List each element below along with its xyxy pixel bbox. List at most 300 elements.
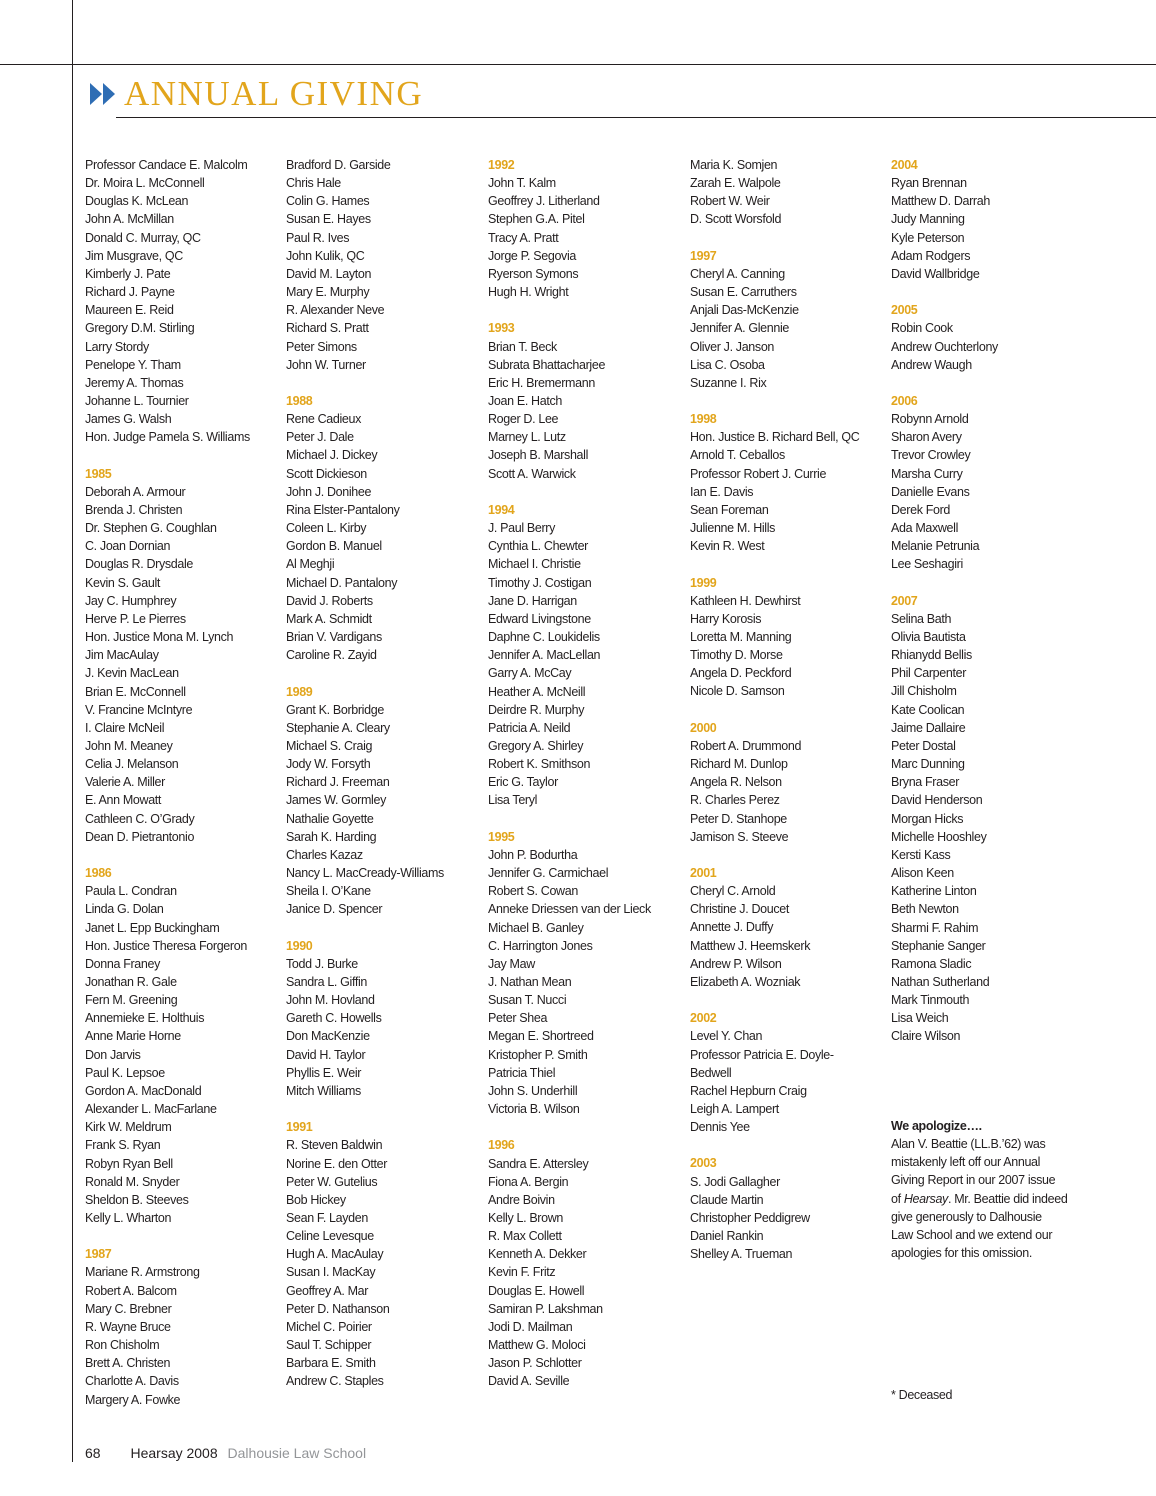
donor-name: Dean D. Pietrantonio [85,829,195,844]
donor-name: Marney L. Lutz [488,430,566,445]
donor-name: Fiona A. Bergin [488,1174,569,1189]
spacer [690,846,888,864]
donor-column-4 [690,156,888,1263]
class-year-heading: 2000 [690,720,717,735]
donor-name: Kelly L. Wharton [85,1211,172,1226]
donor-name: Gregory A. Shirley [488,738,584,753]
donor-name: Adam Rodgers [891,248,971,263]
donor-name: James W. Gormley [286,793,386,808]
apology-text: . Mr. Beattie did indeed [947,1191,1068,1206]
donor-name: Celia J. Melanson [85,757,179,772]
donor-name: Lisa C. Osoba [690,357,765,372]
spacer [690,701,888,719]
donor-name: Jody W. Forsyth [286,757,371,772]
donor-name: Douglas R. Drysdale [85,557,193,572]
donor-name: Sharmi F. Rahim [891,920,979,935]
donor-name: Deborah A. Armour [85,484,186,499]
spacer [85,1227,283,1245]
donor-name: Jonathan R. Gale [85,975,177,989]
donor-name: Tracy A. Pratt [488,230,559,245]
donor-name: Mark A. Schmidt [286,611,372,626]
donor-name: Edward Livingstone [488,611,591,626]
donor-name: Zarah E. Walpole [690,176,781,191]
donor-name: Al Meghji [286,557,335,572]
donor-name: Stephen G.A. Pitel [488,212,585,227]
donor-name: Stephanie Sanger [891,938,986,953]
donor-name: Hugh H. Wright [488,285,569,300]
donor-name: S. Jodi Gallagher [690,1174,780,1189]
donor-name: David H. Taylor [286,1047,366,1062]
class-year-heading: 1996 [488,1138,515,1153]
donor-name: Marc Dunning [891,757,965,772]
magazine-title: Hearsay 2008 [130,1445,218,1461]
donor-name: Maria K. Somjen [690,158,778,172]
donor-name: Christopher Peddigrew [690,1210,810,1225]
class-year-heading: 1989 [286,684,313,699]
apology-line: Law School and we extend our [891,1227,1053,1242]
donor-name: Michael J. Dickey [286,448,378,463]
apology-line: Giving Report in our 2007 issue [891,1173,1056,1188]
donor-name: Garry A. McCay [488,666,572,681]
donor-name: Kathleen H. Dewhirst [690,593,801,608]
donor-name: R. Max Collett [488,1229,562,1244]
donor-name: Ramona Sladic [891,956,972,971]
apology-line: give generously to Dalhousie [891,1209,1042,1224]
donor-name: Daphne C. Loukidelis [488,630,600,645]
donor-name: Michael D. Pantalony [286,575,398,590]
donor-name: Julienne M. Hills [690,521,776,536]
donor-name: Bob Hickey [286,1192,346,1207]
donor-name: Johanne L. Tournier [85,394,189,409]
donor-name: Penelope Y. Tham [85,357,181,372]
spacer [891,283,1089,301]
donor-name: Joseph B. Marshall [488,448,588,463]
spacer [690,991,888,1009]
donor-name: Douglas K. McLean [85,194,189,209]
donor-name: Scott Dickieson [286,466,367,481]
donor-name: Matthew D. Darrah [891,194,990,209]
donor-name: Gregory D.M. Stirling [85,321,195,336]
donor-name: David M. Layton [286,266,372,281]
donor-name: Sean Foreman [690,502,769,517]
spacer [690,1136,888,1154]
spacer [488,810,686,828]
donor-name: Beth Newton [891,902,959,917]
donor-name: Gordon B. Manuel [286,539,382,554]
class-year-heading: 1999 [690,575,717,590]
donor-name: Janice D. Spencer [286,902,383,917]
donor-name: Andrew P. Wilson [690,956,782,971]
donor-name: Michael S. Craig [286,738,373,753]
donor-name: Coleen L. Kirby [286,521,367,536]
spacer [891,374,1089,392]
donor-name: Jodi D. Mailman [488,1319,573,1334]
donor-name: Jennifer A. Glennie [690,321,789,336]
donor-name: Morgan Hicks [891,811,964,826]
donor-name: Ada Maxwell [891,521,959,536]
donor-name: Annemieke E. Holthuis [85,1011,205,1026]
class-year-heading: 1991 [286,1120,313,1135]
donor-name: Kyle Peterson [891,230,965,245]
donor-name: John Kulik, QC [286,248,365,263]
donor-name: Larry Stordy [85,339,149,354]
donor-name: Lisa Teryl [488,793,538,808]
apology-note [891,1117,1089,1262]
donor-name: Richard J. Payne [85,285,175,300]
donor-name: Derek Ford [891,502,951,517]
donor-name: Bryna Fraser [891,775,960,790]
donor-name: Cheryl A. Canning [690,266,785,281]
donor-name: Timothy D. Morse [690,648,783,663]
donor-name: Andrew C. Staples [286,1374,384,1389]
donor-name: Grant K. Borbridge [286,702,384,717]
donor-name: Danielle Evans [891,484,970,499]
donor-name: Don Jarvis [85,1047,141,1062]
donor-name: Robyn Ryan Bell [85,1156,173,1171]
donor-name: Christine J. Doucet [690,902,789,917]
donor-name: Jorge P. Segovia [488,248,576,263]
donor-name: Brian V. Vardigans [286,630,382,645]
donor-name: Robynn Arnold [891,412,969,427]
donor-name: Kenneth A. Dekker [488,1247,587,1262]
donor-name: Nicole D. Samson [690,684,785,699]
donor-name: Joan E. Hatch [488,394,562,409]
donor-name: Cynthia L. Chewter [488,539,588,554]
donor-name: Jennifer A. MacLellan [488,648,601,663]
donor-name: Mary E. Murphy [286,285,370,300]
donor-name: Oliver J. Janson [690,339,775,354]
donor-name: Douglas E. Howell [488,1283,585,1298]
donor-name: Bedwell [690,1065,732,1080]
donor-name: Robert W. Weir [690,194,770,209]
title-rule [116,117,1156,118]
class-year-heading: 2004 [891,158,918,172]
donor-name: Marsha Curry [891,466,963,481]
donor-name: Rina Elster-Pantalony [286,502,400,517]
donor-name: Michelle Hooshley [891,829,987,844]
donor-name: Phyllis E. Weir [286,1065,362,1080]
apology-heading: We apologize…. [891,1119,982,1133]
apology-line: Alan V. Beattie (LL.B.’62) was [891,1137,1046,1152]
donor-name: Susan E. Hayes [286,212,371,227]
donor-name: Alexander L. MacFarlane [85,1102,217,1117]
donor-name: David Henderson [891,793,983,808]
donor-name: James G. Walsh [85,412,172,427]
donor-name: Dennis Yee [690,1120,750,1135]
donor-name: Susan I. MacKay [286,1265,376,1280]
donor-name: Sean F. Layden [286,1211,368,1225]
donor-name: Anjali Das-McKenzie [690,303,799,318]
donor-name: Charles Kazaz [286,847,363,862]
donor-name: Elizabeth A. Wozniak [690,974,801,989]
donor-name: Nancy L. MacCready-Williams [286,866,444,881]
donor-name: Dr. Stephen G. Coughlan [85,521,217,536]
donor-name: Ryerson Symons [488,266,579,281]
donor-name: Jay Maw [488,956,535,971]
donor-name: Celine Levesque [286,1229,374,1244]
donor-name: Cathleen C. O’Grady [85,811,195,826]
donor-name: Norine E. den Otter [286,1156,388,1171]
donor-name: C. Joan Dornian [85,539,171,554]
donor-name: Susan E. Carruthers [690,285,797,300]
donor-name: Brian T. Beck [488,339,557,354]
donor-name: Saul T. Schipper [286,1338,372,1353]
donor-name: Melanie Petrunia [891,539,980,554]
donor-name: Daniel Rankin [690,1229,764,1244]
donor-name: Megan E. Shortreed [488,1029,594,1044]
donor-name: Michael I. Christie [488,557,581,572]
donor-name: Andrew Ouchterlony [891,339,998,354]
donor-name: Matthew J. Heemskerk [690,938,811,953]
donor-name: Lisa Weich [891,1011,949,1026]
donor-name: Patricia Thiel [488,1065,556,1080]
donor-name: Subrata Bhattacharjee [488,357,606,372]
donor-name: Peter W. Gutelius [286,1174,378,1189]
donor-name: R. Wayne Bruce [85,1319,171,1334]
donor-name: J. Nathan Mean [488,974,572,989]
donor-name: Mitch Williams [286,1083,361,1098]
donor-name: Roger D. Lee [488,412,559,427]
donor-name: Geoffrey A. Mar [286,1283,369,1298]
donor-name: Don MacKenzie [286,1029,370,1044]
donor-name: Robin Cook [891,321,953,336]
donor-name: J. Paul Berry [488,521,556,536]
magazine-name: Hearsay [903,1191,948,1206]
donor-name: Hugh A. MacAulay [286,1247,384,1262]
spacer [286,374,484,392]
class-year-heading: 2006 [891,394,918,408]
class-year-heading: 1998 [690,412,717,427]
donor-name: Kevin F. Fritz [488,1265,556,1280]
donor-name: Michael B. Ganley [488,920,584,935]
spacer [286,919,484,937]
donor-name: J. Kevin MacLean [85,666,179,681]
spacer [85,846,283,864]
donor-name: Kimberly J. Pate [85,266,171,281]
donor-name: Jill Chisholm [891,684,957,699]
class-year-heading: 1988 [286,394,313,409]
spacer [85,447,283,465]
donor-column-5 [891,156,1089,1046]
donor-name: John T. Kalm [488,176,556,191]
donor-name: Ryan Brennan [891,176,967,191]
donor-name: Jason P. Schlotter [488,1356,582,1371]
donor-name: Shelley A. Trueman [690,1247,793,1262]
donor-name: Trevor Crowley [891,448,971,463]
donor-name: Margery A. Fowke [85,1392,181,1407]
page-title: ANNUAL GIVING [124,74,424,113]
donor-name: Chris Hale [286,176,341,191]
donor-name: Timothy J. Costigan [488,575,592,590]
donor-name: Sandra L. Giffin [286,974,368,989]
donor-name: Robert A. Balcom [85,1283,177,1298]
donor-name: Arnold T. Ceballos [690,448,785,463]
donor-name: Hon. Judge Pamela S. Williams [85,430,250,445]
donor-name: Robert K. Smithson [488,757,591,772]
donor-name: Andrew Waugh [891,357,972,372]
donor-name: Suzanne I. Rix [690,375,767,390]
top-rule [0,64,1156,65]
donor-name: Susan T. Nucci [488,993,567,1008]
donor-name: Herve P. Le Pierres [85,611,186,626]
donor-name: Claire Wilson [891,1029,961,1044]
spacer [286,1100,484,1118]
donor-name: David Wallbridge [891,266,980,281]
donor-name: Katherine Linton [891,884,977,899]
donor-name: Professor Patricia E. Doyle- [690,1047,834,1062]
donor-name: Jim MacAulay [85,648,159,663]
donor-column-2 [286,156,484,1391]
donor-name: Paul K. Lepsoe [85,1065,165,1080]
donor-name: David A. Seville [488,1374,570,1389]
donor-name: Peter Shea [488,1011,548,1026]
donor-name: John W. Turner [286,357,366,372]
donor-name: Ronald M. Snyder [85,1174,180,1189]
class-year-heading: 2005 [891,303,918,318]
donor-name: Matthew G. Moloci [488,1338,586,1353]
class-year-heading: 2002 [690,1011,717,1026]
donor-name: V. Francine McIntyre [85,702,193,717]
donor-name: Robert S. Cowan [488,884,578,899]
donor-name: Victoria B. Wilson [488,1102,580,1117]
donor-name: Michel C. Poirier [286,1319,372,1334]
donor-name: Annette J. Duffy [690,920,774,935]
donor-name: Level Y. Chan [690,1029,763,1044]
donor-name: Mariane R. Armstrong [85,1265,200,1280]
donor-name: Judy Manning [891,212,965,227]
donor-name: Scott A. Warwick [488,466,576,481]
donor-name: Sharon Avery [891,430,962,445]
donor-name: Kate Coolican [891,702,965,717]
donor-name: Sheldon B. Steeves [85,1192,189,1207]
donor-name: Maureen E. Reid [85,303,174,318]
donor-name: Hon. Justice Mona M. Lynch [85,630,234,645]
donor-column-1 [85,156,283,1409]
donor-name: Deirdre R. Murphy [488,702,585,717]
section-header [90,74,423,114]
donor-name: Nathan Sutherland [891,974,990,989]
donor-name: Brenda J. Christen [85,502,183,517]
donor-name: Jaime Dallaire [891,720,966,735]
donor-name: Donald C. Murray, QC [85,230,201,245]
apology-text: of [891,1191,904,1206]
donor-name: Leigh A. Lampert [690,1102,779,1117]
spacer [690,555,888,573]
donor-name: Patricia A. Neild [488,720,571,735]
spacer [690,392,888,410]
donor-name: Geoffrey J. Litherland [488,194,600,209]
donor-name: Robert A. Drummond [690,738,802,753]
spacer [488,483,686,501]
donor-name: Andre Boivin [488,1192,555,1207]
donor-name: Gareth C. Howells [286,1011,382,1026]
donor-name: Paula L. Condran [85,884,177,899]
donor-name: Anne Marie Horne [85,1029,181,1044]
donor-name: Jamison S. Steeve [690,829,789,844]
class-year-heading: 1987 [85,1247,112,1262]
donor-name: Caroline R. Zayid [286,648,377,663]
class-year-heading: 1986 [85,866,112,881]
donor-name: Professor Robert J. Currie [690,466,827,481]
donor-name: Barbara E. Smith [286,1356,376,1371]
donor-name: Professor Candace E. Malcolm [85,158,248,172]
donor-name: John J. Donihee [286,484,372,499]
donor-name: Kirk W. Meldrum [85,1120,172,1135]
donor-name: Donna Franey [85,956,161,971]
donor-name: D. Scott Worsfold [690,212,782,227]
donor-name: Valerie A. Miller [85,775,165,790]
donor-name: Sarah K. Harding [286,829,377,844]
deceased-footnote: * Deceased [891,1388,953,1402]
donor-name: Angela D. Peckford [690,666,792,681]
apology-line [891,1190,1089,1208]
school-name: Dalhousie Law School [227,1445,367,1461]
donor-name: John M. Hovland [286,993,375,1008]
donor-name: Selina Bath [891,611,952,626]
spacer [286,664,484,682]
donor-name: Alison Keen [891,866,954,881]
spacer [891,574,1089,592]
class-year-heading: 2001 [690,866,717,881]
class-year-heading: 1992 [488,158,515,172]
donor-name: Dr. Moira L. McConnell [85,176,205,191]
donor-name: Heather A. McNeill [488,684,586,699]
page-footer [85,1445,366,1461]
donor-name: Jeremy A. Thomas [85,375,184,390]
donor-name: Harry Korosis [690,611,762,626]
donor-name: Richard S. Pratt [286,321,369,336]
donor-name: Lee Seshagiri [891,557,963,572]
donor-name: I. Claire McNeil [85,720,165,735]
donor-name: Sheila I. O’Kane [286,884,371,899]
donor-name: Hon. Justice B. Richard Bell, QC [690,430,860,445]
donor-name: Mark Tinmouth [891,993,970,1008]
donor-name: David J. Roberts [286,593,373,608]
donor-name: Mary C. Brebner [85,1301,172,1316]
donor-name: Rhianydd Bellis [891,648,972,663]
donor-name: Brian E. McConnell [85,684,186,699]
donor-name: Brett A. Christen [85,1356,171,1371]
donor-name: Kristopher P. Smith [488,1047,588,1062]
donor-name: Peter J. Dale [286,430,354,445]
donor-name: Richard J. Freeman [286,775,390,790]
donor-name: Eric H. Bremermann [488,375,595,390]
donor-name: Jane D. Harrigan [488,593,577,608]
donor-name: Rene Cadieux [286,412,362,427]
donor-name: R. Charles Perez [690,793,780,808]
donor-name: Jim Musgrave, QC [85,248,183,263]
donor-name: Peter D. Nathanson [286,1301,390,1316]
donor-name: Sandra E. Attersley [488,1156,589,1171]
donor-name: Todd J. Burke [286,956,358,971]
apology-line: mistakenly left off our Annual [891,1155,1041,1170]
donor-name: R. Steven Baldwin [286,1138,383,1153]
spacer [488,1118,686,1136]
donor-name: C. Harrington Jones [488,938,593,953]
donor-name: Stephanie A. Cleary [286,720,390,735]
donor-name: Eric G. Taylor [488,775,558,790]
donor-name: Samiran P. Lakshman [488,1301,603,1316]
donor-name: Kevin R. West [690,539,765,554]
donor-name: Jay C. Humphrey [85,593,177,608]
class-year-heading: 1993 [488,321,515,336]
donor-column-3 [488,156,686,1391]
donor-name: John S. Underhill [488,1083,578,1098]
donor-name: John M. Meaney [85,738,173,753]
class-year-heading: 1990 [286,938,313,953]
donor-name: R. Alexander Neve [286,303,385,318]
donor-name: Rachel Hepburn Craig [690,1083,807,1098]
